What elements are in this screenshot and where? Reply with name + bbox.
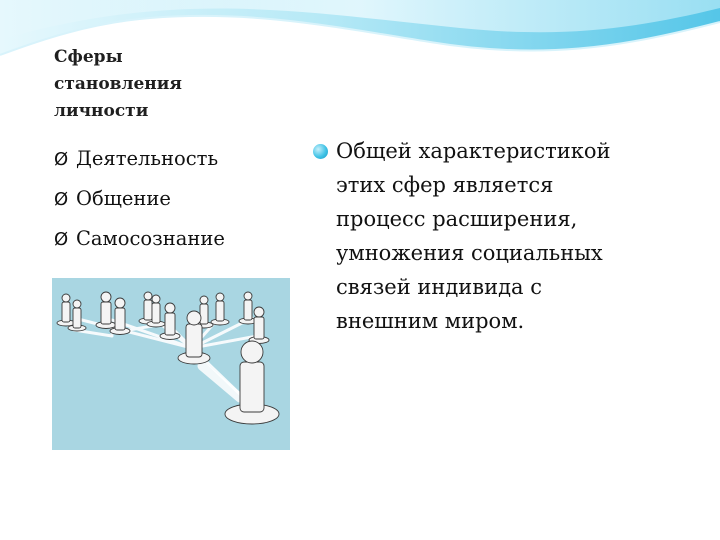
description-text	[336, 134, 656, 338]
text-line: этих сфер является	[336, 173, 554, 197]
text-line: умножения социальных	[336, 241, 603, 265]
spheres-list	[54, 139, 225, 259]
text-line: внешним миром.	[336, 309, 525, 333]
text-line: Общей характеристикой	[336, 139, 611, 163]
round-bullet-icon	[313, 144, 328, 159]
social-network-people-icon	[52, 278, 290, 450]
arrow-bullet-icon: Ø	[54, 149, 69, 170]
arrow-bullet-icon: Ø	[54, 189, 69, 210]
list-item-label: Деятельность	[76, 147, 219, 170]
title-line: становления	[54, 74, 182, 94]
description-paragraph	[313, 134, 673, 338]
list-item	[54, 179, 225, 219]
list-item-label: Самосознание	[76, 227, 225, 250]
slide-title	[54, 44, 244, 125]
title-line: личности	[54, 101, 149, 121]
text-line: связей индивида с	[336, 275, 543, 299]
list-item	[54, 219, 225, 259]
list-item-label: Общение	[76, 187, 171, 210]
list-item	[54, 139, 225, 179]
arrow-bullet-icon: Ø	[54, 229, 69, 250]
title-line: Сферы	[54, 47, 123, 67]
text-line: процесс расширения,	[336, 207, 578, 231]
